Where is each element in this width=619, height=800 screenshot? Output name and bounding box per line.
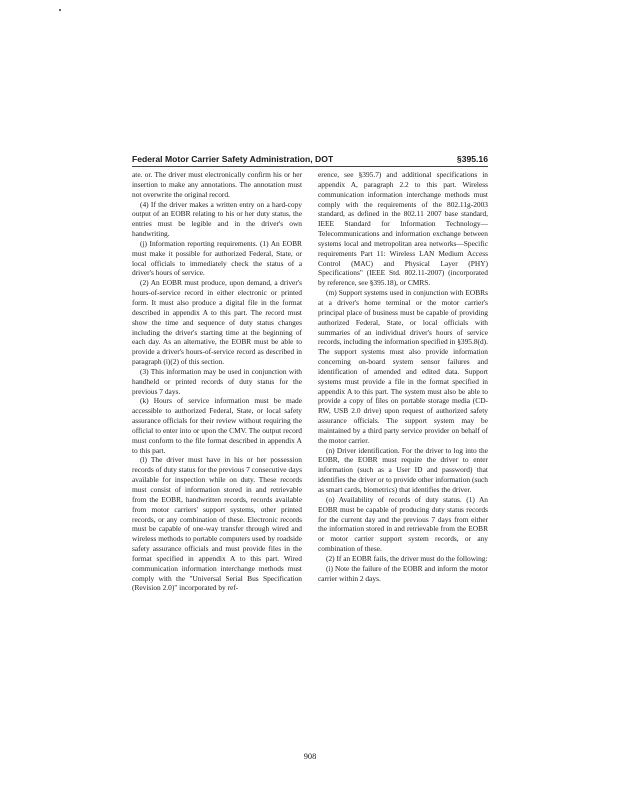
section-number: §395.16 <box>456 154 488 164</box>
paragraph: (3) This information may be used in conjunction with handheld or printed records of duty status for the previous 7 days. <box>132 366 302 396</box>
paragraph: (i) Note the failure of the EOBR and inform the motor carrier within 2 days. <box>318 563 488 583</box>
agency-title: Federal Motor Carrier Safety Administration, DOT <box>132 154 334 164</box>
paragraph: (2) If an EOBR fails, the driver must do the following: <box>326 553 488 563</box>
paragraph: (k) Hours of service information must be made accessible to authorized Federal, State, or local safety assurance officials for their review without requiring the official to enter into or upon the CMV. The output record must conform to the file format described in appendix A to this part. <box>132 396 302 455</box>
left-column <box>132 170 302 750</box>
paragraph: erence, see §395.7) and additional specifications in appendix A, paragraph 2.2 to this part. Wireless communication information interchange methods must comply with the requirements of the 802.11g-2003 standard, as defined in the 802.11 2007 base standard, IEEE Standard for Information Technology—Telecommunications and information exchange between systems local and metropolitan area networks—Specific requirements Part 11: Wireless LAN Medium Access Control (MAC) and Physical Layer (PHY) Specifications" (IEEE Std. 802.11-2007) (incorporated by reference, see §395.18), or CMRS. <box>318 170 488 288</box>
right-column <box>318 170 488 750</box>
header-rule <box>132 166 488 167</box>
paragraph: (j) Information reporting requirements. (1) An EOBR must make it possible for authorized Federal, State, or local officials to immediately check the status of a driver's hours of service. <box>132 238 302 278</box>
running-header <box>132 152 488 166</box>
scan-speck <box>59 9 61 11</box>
page-number: 908 <box>303 752 317 761</box>
paragraph: (4) If the driver makes a written entry on a hard-copy output of an EOBR relating to his or her duty status, the entries must be legible and in the driver's own handwriting. <box>132 199 302 239</box>
paragraph: (l) The driver must have in his or her possession records of duty status for the previous 7 consecutive days available for inspection while on duty. These records must consist of information stored in and retrievable from the EOBR, handwritten records, records available from motor carriers' support systems, other printed records, or any combination of these. Electronic records must be capable of one-way transfer through wired and wireless methods to portable computers used by roadside safety assurance officials and must provide files in the format specified in appendix A to this part. Wired communication information interchange methods must comply with the "Universal Serial Bus Specification (Revision 2.0)" incorporated by ref- <box>132 455 302 593</box>
paragraph: (n) Driver identification. For the driver to log into the EOBR, the EOBR must require the driver to enter information (such as a User ID and password) that identifies the driver or to provide other information (such as smart cards, biometrics) that identifies the driver. <box>318 445 488 494</box>
paragraph: (o) Availability of records of duty status. (1) An EOBR must be capable of producing duty status records for the current day and the previous 7 days from either the information stored in and retrievable from the EOBR or motor carrier support system records, or any combination of these. <box>318 494 488 554</box>
paragraph: (2) An EOBR must produce, upon demand, a driver's hours-of-service record in either electronic or printed form. It must also produce a digital file in the format described in appendix A to this part. The record must show the time and sequence of duty status changes including the driver's starting time at the beginning of each day. As an alternative, the EOBR must be able to provide a driver's hours-of-service record as described in paragraph (i)(2) of this section. <box>132 278 302 367</box>
paragraph: ate. or. The driver must electronically confirm his or her insertion to make any annotations. The annotation must not overwrite the original record. <box>132 170 302 199</box>
paragraph: (m) Support systems used in conjunction with EOBRs at a driver's home terminal or the motor carrier's principal place of business must be capable of providing authorized Federal, State, or local officials with summaries of an individual driver's hours of service records, including the information specified in §395.8(d). The support systems must also provide information concerning on-board system sensor failures and identification of amended and edited data. Support systems must provide a file in the format specified in appendix A to this part. The system must also be able to provide a copy of files on portable storage media (CD-RW, USB 2.0 drive) upon request of authorized safety assurance officials. The support system may be maintained by a third party service provider on behalf of the motor carrier. <box>318 288 488 445</box>
